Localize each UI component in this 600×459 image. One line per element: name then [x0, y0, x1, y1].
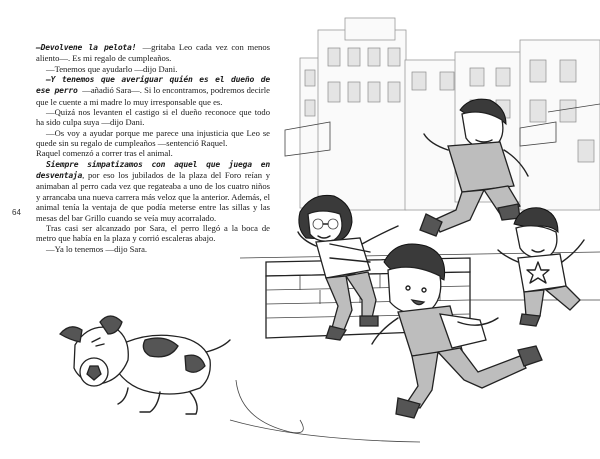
paragraph-text: Tras casi ser alcanzado por Sara, el perro llegó a la boca de metro que había en la plaza y corrió escaleras abajo.	[36, 222, 270, 244]
handwritten-emphasis: —Y tenemos que averiguar quién es el dueño de ese perro	[36, 75, 270, 96]
paragraph-text: , por eso los jubilados de la plaza del Foro reían y animaban al perro cada vez que regateaba a uno de los cuatro niños y arrancaba una nueva carrera más veloz que la anterior. Además, el animal tenía la ventaja de que podía meterse entre las sillas y las mesas del bar Grillo cuando se veía muy acorralado.	[36, 170, 270, 223]
small-girl-star-shirt	[498, 208, 584, 326]
handwritten-emphasis: Siempre simpatizamos con aquel que juega en desventaja	[36, 159, 270, 181]
paragraph-text: —gritaba Leo cada vez con menos aliento—. Es mi regalo de cumpleaños.	[36, 42, 270, 64]
paragraph-text: —Tenemos que ayudarlo —dijo Dani.	[46, 63, 178, 74]
paragraph-text: —Quizá nos levanten el castigo si el dueño reconoce que todo ha sido culpa suya —dijo Dani.	[36, 107, 270, 128]
paragraph-text: —Os voy a ayudar porque me parece una injusticia que Leo se quede sin su regalo de cumpleaños —sentenció Raquel.	[36, 127, 270, 149]
paragraph-text: —añadió Sara—. Si lo encontramos, podremos decirle que le cuente a mi madre lo muy irresponsable que es.	[36, 85, 270, 107]
dog	[60, 316, 230, 414]
handwritten-emphasis: —Devolvene la pelota!	[36, 43, 143, 52]
background-buildings	[285, 18, 600, 210]
paragraph-text: Raquel comenzó a correr tras el animal.	[36, 148, 173, 159]
paragraph-text: —Ya lo tenemos —dijo Sara.	[46, 243, 148, 254]
page-number: 64	[12, 208, 21, 217]
